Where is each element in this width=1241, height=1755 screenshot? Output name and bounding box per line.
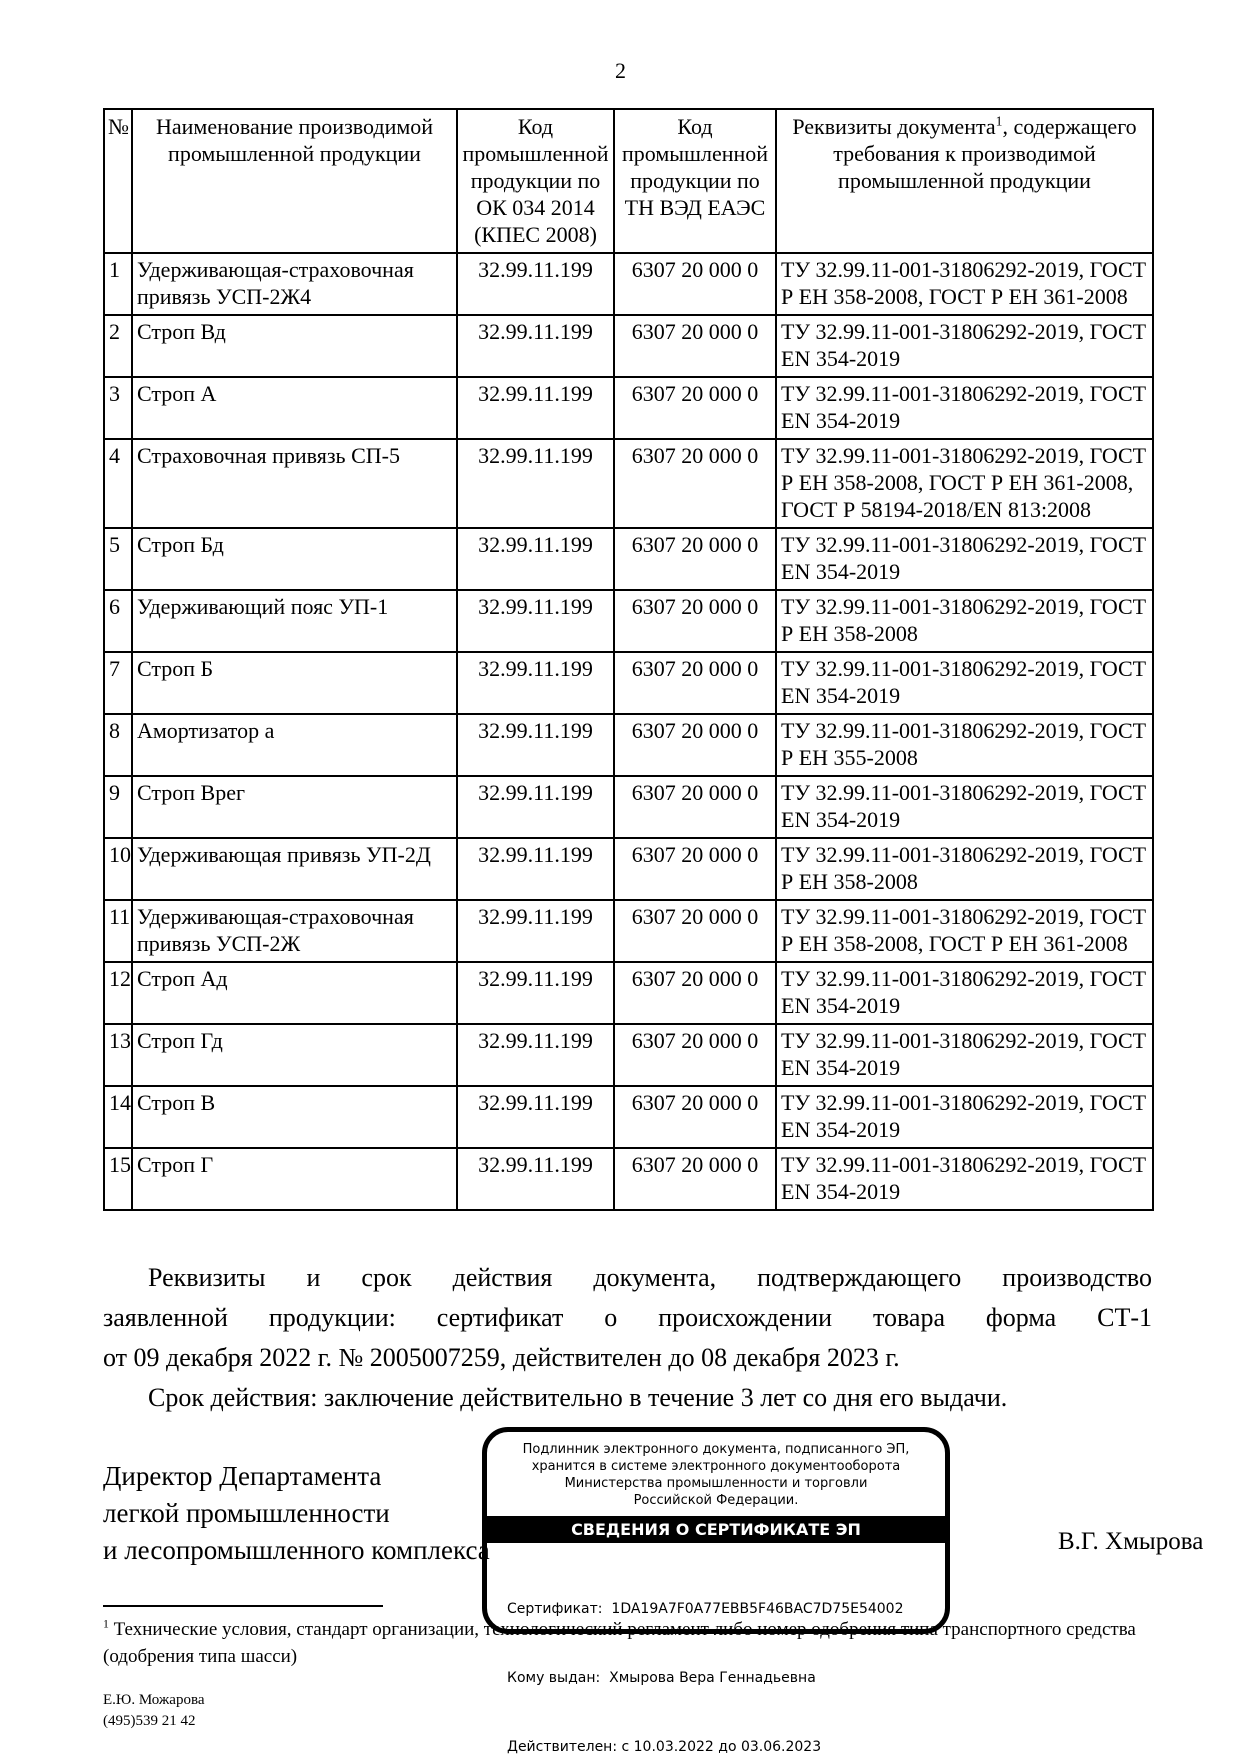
contact-phone: (495)539 21 42 xyxy=(103,1713,196,1729)
table-row xyxy=(104,528,1153,590)
requisites-header-text: Реквизиты документа xyxy=(792,114,996,139)
cell-name: Строп В xyxy=(132,1086,457,1148)
cell-tnved: 6307 20 000 0 xyxy=(614,776,776,838)
table-row xyxy=(104,1086,1153,1148)
signatory-position-line: легкой промышленности xyxy=(103,1498,390,1528)
column-header-name: Наименование производимой промышленной продукции xyxy=(132,109,457,253)
cell-num: 2 xyxy=(104,315,132,377)
footnote xyxy=(103,1616,1152,1670)
footnote-ref-mark: 1 xyxy=(995,113,1003,129)
cell-num: 1 xyxy=(104,253,132,315)
table-row xyxy=(104,900,1153,962)
cell-req: ТУ 32.99.11-001-31806292-2019, ГОСТ Р ЕН 355-2008 xyxy=(776,714,1153,776)
signatory-name: В.Г. Хмырова xyxy=(1058,1528,1204,1555)
table-row xyxy=(104,590,1153,652)
cell-okpd: 32.99.11.199 xyxy=(457,652,614,714)
cell-tnved: 6307 20 000 0 xyxy=(614,1086,776,1148)
stamp-header-line: Российской Федерации. xyxy=(633,1493,799,1508)
column-header-requisites xyxy=(776,109,1153,253)
signatory-position-line: Директор Департамента xyxy=(103,1461,382,1491)
cell-okpd: 32.99.11.199 xyxy=(457,528,614,590)
cell-okpd: 32.99.11.199 xyxy=(457,439,614,528)
cell-name: Удерживающая-страховочная привязь УСП-2Ж xyxy=(132,900,457,962)
column-header-code-tnved: Код промышленной продукции по ТН ВЭД ЕАЭС xyxy=(614,109,776,253)
table-row xyxy=(104,962,1153,1024)
cell-tnved: 6307 20 000 0 xyxy=(614,1148,776,1210)
cell-okpd: 32.99.11.199 xyxy=(457,714,614,776)
cell-name: Строп Ад xyxy=(132,962,457,1024)
cell-okpd: 32.99.11.199 xyxy=(457,377,614,439)
cell-req: ТУ 32.99.11-001-31806292-2019, ГОСТ EN 354-2019 xyxy=(776,1024,1153,1086)
cell-name: Удерживающая привязь УП-2Д xyxy=(132,838,457,900)
cell-req: ТУ 32.99.11-001-31806292-2019, ГОСТ Р ЕН 358-2008, ГОСТ Р ЕН 361-2008, ГОСТ Р 58194-2018/EN 813:2008 xyxy=(776,439,1153,528)
cell-okpd: 32.99.11.199 xyxy=(457,900,614,962)
cell-name: Страховочная привязь СП-5 xyxy=(132,439,457,528)
cell-okpd: 32.99.11.199 xyxy=(457,590,614,652)
cell-num: 4 xyxy=(104,439,132,528)
cell-okpd: 32.99.11.199 xyxy=(457,838,614,900)
requisites-paragraph xyxy=(103,1258,1152,1418)
cell-name: Строп Гд xyxy=(132,1024,457,1086)
cell-tnved: 6307 20 000 0 xyxy=(614,439,776,528)
table-row xyxy=(104,776,1153,838)
contact-name: Е.Ю. Можарова xyxy=(103,1692,205,1708)
cell-name: Строп Б xyxy=(132,652,457,714)
cell-okpd: 32.99.11.199 xyxy=(457,1086,614,1148)
validity-paragraph: Срок действия: заключение действительно в течение 3 лет со дня его выдачи. xyxy=(148,1383,1008,1412)
cell-req: ТУ 32.99.11-001-31806292-2019, ГОСТ EN 354-2019 xyxy=(776,652,1153,714)
cell-tnved: 6307 20 000 0 xyxy=(614,962,776,1024)
stamp-certificate-bar: СВЕДЕНИЯ О СЕРТИФИКАТЕ ЭП xyxy=(487,1516,945,1543)
cell-num: 10 xyxy=(104,838,132,900)
table-row xyxy=(104,439,1153,528)
paragraph-line: заявленной продукции: сертификат о происхождении товара форма СТ-1 xyxy=(103,1303,1152,1332)
cell-tnved: 6307 20 000 0 xyxy=(614,1024,776,1086)
table-row xyxy=(104,1148,1153,1210)
cell-num: 11 xyxy=(104,900,132,962)
cell-num: 7 xyxy=(104,652,132,714)
page-number: 2 xyxy=(615,58,626,83)
cell-name: Строп А xyxy=(132,377,457,439)
cell-tnved: 6307 20 000 0 xyxy=(614,590,776,652)
electronic-signature-stamp xyxy=(482,1427,950,1755)
table-row xyxy=(104,253,1153,315)
table-row xyxy=(104,838,1153,900)
table-row xyxy=(104,1024,1153,1086)
cell-tnved: 6307 20 000 0 xyxy=(614,838,776,900)
cell-req: ТУ 32.99.11-001-31806292-2019, ГОСТ Р ЕН 358-2008, ГОСТ Р ЕН 361-2008 xyxy=(776,900,1153,962)
table-row xyxy=(104,652,1153,714)
cell-okpd: 32.99.11.199 xyxy=(457,776,614,838)
cell-name: Строп Врег xyxy=(132,776,457,838)
cell-okpd: 32.99.11.199 xyxy=(457,962,614,1024)
stamp-certificate-owner: Кому выдан: Хмырова Вера Геннадьевна xyxy=(507,1670,816,1686)
footnote-divider xyxy=(103,1605,383,1607)
cell-tnved: 6307 20 000 0 xyxy=(614,652,776,714)
stamp-header xyxy=(487,1441,945,1509)
cell-okpd: 32.99.11.199 xyxy=(457,315,614,377)
products-table xyxy=(103,108,1154,1211)
cell-req: ТУ 32.99.11-001-31806292-2019, ГОСТ EN 354-2019 xyxy=(776,1086,1153,1148)
cell-req: ТУ 32.99.11-001-31806292-2019, ГОСТ EN 354-2019 xyxy=(776,776,1153,838)
cell-num: 14 xyxy=(104,1086,132,1148)
table-row xyxy=(104,377,1153,439)
footnote-text: Технические условия, стандарт организации, технологический регламент либо номер одобрения типа транспортного средства (одобрения типа шасси) xyxy=(103,1619,1136,1667)
requisites-header-text-cont: , содержащего требования к производимой промышленной продукции xyxy=(833,114,1137,193)
table-row xyxy=(104,315,1153,377)
cell-name: Строп Вд xyxy=(132,315,457,377)
cell-name: Строп Бд xyxy=(132,528,457,590)
cell-num: 6 xyxy=(104,590,132,652)
cell-num: 9 xyxy=(104,776,132,838)
paragraph-line: от 09 декабря 2022 г. № 2005007259, действителен до 08 декабря 2023 г. xyxy=(103,1343,900,1372)
signatory-position-line: и лесопромышленного комплекса xyxy=(103,1535,490,1565)
cell-req: ТУ 32.99.11-001-31806292-2019, ГОСТ EN 354-2019 xyxy=(776,1148,1153,1210)
cell-num: 13 xyxy=(104,1024,132,1086)
cell-tnved: 6307 20 000 0 xyxy=(614,377,776,439)
cell-name: Строп Г xyxy=(132,1148,457,1210)
cell-tnved: 6307 20 000 0 xyxy=(614,900,776,962)
cell-req: ТУ 32.99.11-001-31806292-2019, ГОСТ Р ЕН 358-2008 xyxy=(776,590,1153,652)
stamp-header-line: Министерства промышленности и торговли xyxy=(564,1476,868,1491)
cell-name: Амортизатор а xyxy=(132,714,457,776)
paragraph-line: Реквизиты и срок действия документа, подтверждающего производство xyxy=(148,1263,1152,1292)
cell-name: Удерживающий пояс УП-1 xyxy=(132,590,457,652)
cell-okpd: 32.99.11.199 xyxy=(457,1148,614,1210)
table-header-row xyxy=(104,109,1153,253)
column-header-code-okpd: Код промышленной продукции по ОК 034 2014 (КПЕС 2008) xyxy=(457,109,614,253)
products-table-body xyxy=(104,253,1153,1210)
cell-num: 12 xyxy=(104,962,132,1024)
table-row xyxy=(104,714,1153,776)
column-header-num: № xyxy=(104,109,132,253)
cell-num: 5 xyxy=(104,528,132,590)
cell-num: 3 xyxy=(104,377,132,439)
cell-tnved: 6307 20 000 0 xyxy=(614,253,776,315)
cell-name: Удерживающая-страховочная привязь УСП-2Ж4 xyxy=(132,253,457,315)
footer-contact xyxy=(103,1690,204,1732)
footnote-number: 1 xyxy=(103,1617,109,1631)
cell-okpd: 32.99.11.199 xyxy=(457,253,614,315)
cell-req: ТУ 32.99.11-001-31806292-2019, ГОСТ EN 354-2019 xyxy=(776,962,1153,1024)
stamp-certificate-validity: Действителен: с 10.03.2022 до 03.06.2023 xyxy=(507,1739,822,1755)
stamp-header-line: Подлинник электронного документа, подписанного ЭП, xyxy=(522,1442,910,1457)
cell-okpd: 32.99.11.199 xyxy=(457,1024,614,1086)
cell-num: 8 xyxy=(104,714,132,776)
stamp-certificate-number: Сертификат: 1DA19A7F0A77EBB5F46BAC7D75E54002 xyxy=(507,1601,904,1617)
cell-num: 15 xyxy=(104,1148,132,1210)
cell-tnved: 6307 20 000 0 xyxy=(614,714,776,776)
stamp-header-line: хранится в системе электронного документооборота xyxy=(531,1459,901,1474)
cell-req: ТУ 32.99.11-001-31806292-2019, ГОСТ EN 354-2019 xyxy=(776,377,1153,439)
cell-req: ТУ 32.99.11-001-31806292-2019, ГОСТ EN 354-2019 xyxy=(776,315,1153,377)
cell-tnved: 6307 20 000 0 xyxy=(614,315,776,377)
cell-req: ТУ 32.99.11-001-31806292-2019, ГОСТ EN 354-2019 xyxy=(776,528,1153,590)
cell-tnved: 6307 20 000 0 xyxy=(614,528,776,590)
cell-req: ТУ 32.99.11-001-31806292-2019, ГОСТ Р ЕН 358-2008, ГОСТ Р ЕН 361-2008 xyxy=(776,253,1153,315)
cell-req: ТУ 32.99.11-001-31806292-2019, ГОСТ Р ЕН 358-2008 xyxy=(776,838,1153,900)
signatory-position xyxy=(103,1458,490,1569)
